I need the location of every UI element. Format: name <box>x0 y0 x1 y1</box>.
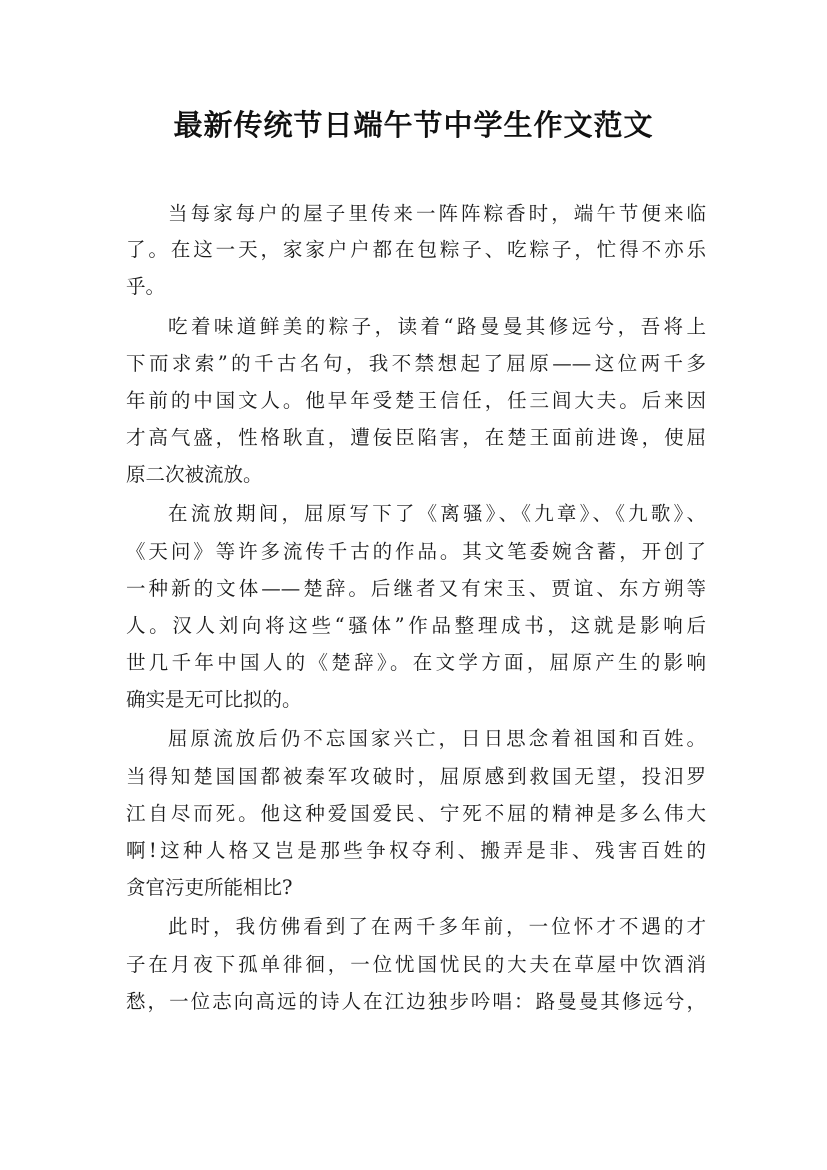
text-line: 在流放期间，屈原写下了《离骚》、《九章》、《九歌》、 <box>168 502 706 525</box>
text-line: 愁，一位志向高远的诗人在江边独步吟唱：路曼曼其修远兮， <box>126 990 706 1013</box>
text-line: 屈原流放后仍不忘国家兴亡，日日思念着祖国和百姓。 <box>168 727 706 750</box>
text-line: 世几千年中国人的《楚辞》。在文学方面，屈原产生的影响 <box>126 651 706 674</box>
text-line: 此时，我仿佛看到了在两千多年前，一位怀才不遇的才 <box>168 915 706 938</box>
text-line: 吃着味道鲜美的粽子，读着“路曼曼其修远兮，吾将上 <box>168 315 706 338</box>
text-line: 年前的中国文人。他早年受楚王信任，任三闾大夫。后来因 <box>126 389 706 412</box>
document-title: 最新传统节日端午节中学生作文范文 <box>173 108 654 142</box>
text-line: 一种新的文体——楚辞。后继者又有宋玉、贾谊、东方朔等 <box>126 577 706 600</box>
text-line: 了。在这一天，家家户户都在包粽子、吃粽子，忙得不亦乐 <box>126 238 706 261</box>
text-line: 下而求索”的千古名句，我不禁想起了屈原——这位两千多 <box>126 352 706 375</box>
text-line: 当每家每户的屋子里传来一阵阵粽香时，端午节便来临 <box>168 202 706 225</box>
text-line: 贪官污吏所能相比? <box>126 876 293 899</box>
text-line: 啊!这种人格又岂是那些争权夺利、搬弄是非、残害百姓的 <box>126 839 706 862</box>
text-line: 子在月夜下孤单徘徊，一位忧国忧民的大夫在草屋中饮酒消 <box>126 953 706 976</box>
text-line: 江自尽而死。他这种爱国爱民、宁死不屈的精神是多么伟大 <box>126 802 706 825</box>
text-line: 乎。 <box>126 275 166 298</box>
text-line: 才高气盛，性格耿直，遭佞臣陷害，在楚王面前进谗，使屈 <box>126 426 706 449</box>
text-line: 原二次被流放。 <box>126 463 263 486</box>
text-line: 《天问》等许多流传千古的作品。其文笔委婉含蓄，开创了 <box>126 540 706 563</box>
text-line: 当得知楚国国都被秦军攻破时，屈原感到救国无望，投汨罗 <box>126 765 706 788</box>
text-line: 人。汉人刘向将这些“骚体”作品整理成书，这就是影响后 <box>126 614 706 637</box>
text-line: 确实是无可比拟的。 <box>126 688 302 711</box>
